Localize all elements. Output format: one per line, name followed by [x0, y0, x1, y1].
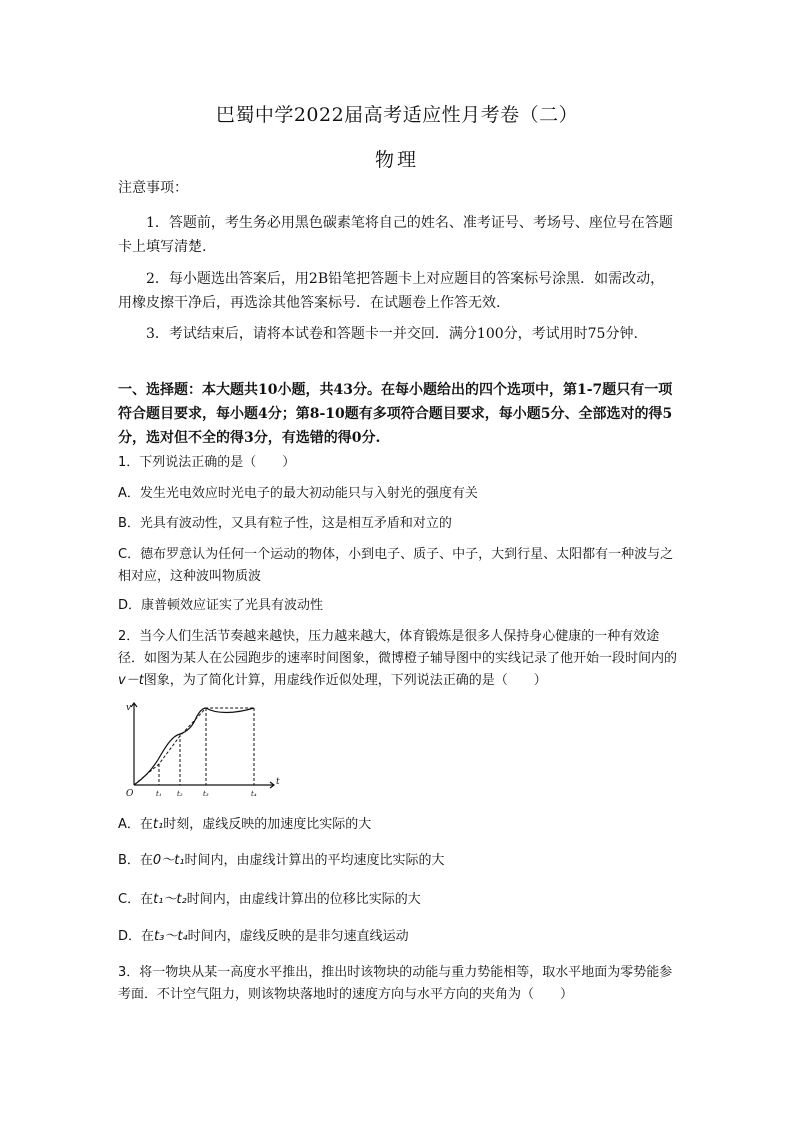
q2-option-a-post: 时刻，虚线反映的加速度比实际的大 [163, 817, 372, 832]
q2-option-d-post: 时间内，虚线反映的是非匀速直线运动 [187, 929, 409, 944]
q2-stem-variable: v－t [118, 673, 144, 688]
exam-title: 巴蜀中学2022届高考适应性月考卷（二） [215, 104, 579, 126]
notes-item-2: 2．每小题选出答案后，用2B铅笔把答题卡上对应题目的答案标号涂黑．如需改动，用橡皮擦干净后，再选涂其他答案标号．在试题卷上作答无效. [118, 271, 665, 311]
notes-heading: 注意事项： [118, 180, 188, 196]
vt-graph [124, 700, 284, 800]
q2-option-d [118, 926, 678, 948]
graph-tick-t1: t₁ [156, 790, 162, 798]
q2-stem-part-a: 2．当今人们生活节奏越来越快，压力越来越大，体育锻炼是很多人保持身心健康的一种有效途径．如图为某人在公园跑步的速率时间图象，微博橙子辅导图中的实线记录了他开始一段时间内的 [118, 629, 678, 666]
graph-tick-t4: t₄ [251, 790, 257, 798]
q1-option-b: B．光具有波动性，又具有粒子性，这是相互矛盾和对立的 [118, 516, 452, 531]
q1-option-a: A．发生光电效应时光电子的最大初动能只与入射光的强度有关 [118, 486, 478, 501]
q2-option-c-pre: C．在 [118, 892, 154, 907]
q2-option-b-var: 0～t₁ [152, 853, 185, 868]
graph-tick-t3: t₃ [203, 790, 209, 798]
q2-option-c-var: t₁～t₂ [153, 892, 187, 907]
q1-option-c: C．德布罗意认为任何一个运动的物体，小到电子、质子、中子，大到行星、太阳都有一种波与之相对应，这种波叫物质波 [118, 547, 674, 584]
q3-stem: 3．将一物块从某一高度水平推出，推出时该物块的动能与重力势能相等，取水平地面为零势能参考面．不计空气阻力，则该物块落地时的速度方向与水平方向的夹角为（ ） [118, 965, 673, 1002]
q2-option-b-pre: B．在 [118, 853, 153, 868]
q2-option-a-var: t₁ [152, 817, 164, 832]
q2-stem [118, 626, 678, 692]
q2-option-b-post: 时间内，由虚线计算出的平均速度比实际的大 [184, 853, 445, 868]
q2-option-a-pre: A．在 [118, 817, 153, 832]
q2-option-c-post: 时间内，由虚线计算出的位移比实际的大 [186, 892, 421, 907]
q2-stem-part-b: 图象，为了简化计算，用虚线作近似处理，下列说法正确的是（ ） [143, 673, 547, 688]
graph-origin-label: O [126, 789, 134, 799]
graph-solid-curve [134, 708, 254, 785]
graph-dashed-curve [134, 708, 254, 785]
notes-item-3: 3．考试结束后，请将本试卷和答题卡一并交回．满分100分，考试用时75分钟. [146, 326, 638, 342]
q2-option-d-var: t₃～t₄ [154, 929, 188, 944]
q2-option-a [118, 814, 678, 836]
q1-option-d: D．康普顿效应证实了光具有波动性 [118, 598, 324, 613]
q1-stem: 1．下列说法正确的是（ ） [118, 455, 296, 470]
graph-y-label: v [126, 703, 132, 713]
exam-subject: 物理 [374, 149, 419, 171]
q2-option-d-pre: D．在 [118, 929, 155, 944]
notes-item-1: 1．答题前，考生务必用黑色碳素笔将自己的姓名、准考证号、考场号、座位号在答题卡上填写清楚. [118, 215, 673, 255]
section-instructions: 一、选择题：本大题共10小题，共43分。在每小题给出的四个选项中，第1-7题只有一项符合题目要求，每小题4分；第8-10题有多项符合题目要求，每小题5分、全部选对的得5分，选对但不全的得3分，有选错的得0分. [118, 382, 673, 446]
q2-option-c [118, 889, 678, 911]
q2-option-b [118, 850, 678, 872]
graph-x-label: t [276, 777, 280, 787]
graph-tick-t2: t₂ [177, 790, 183, 798]
